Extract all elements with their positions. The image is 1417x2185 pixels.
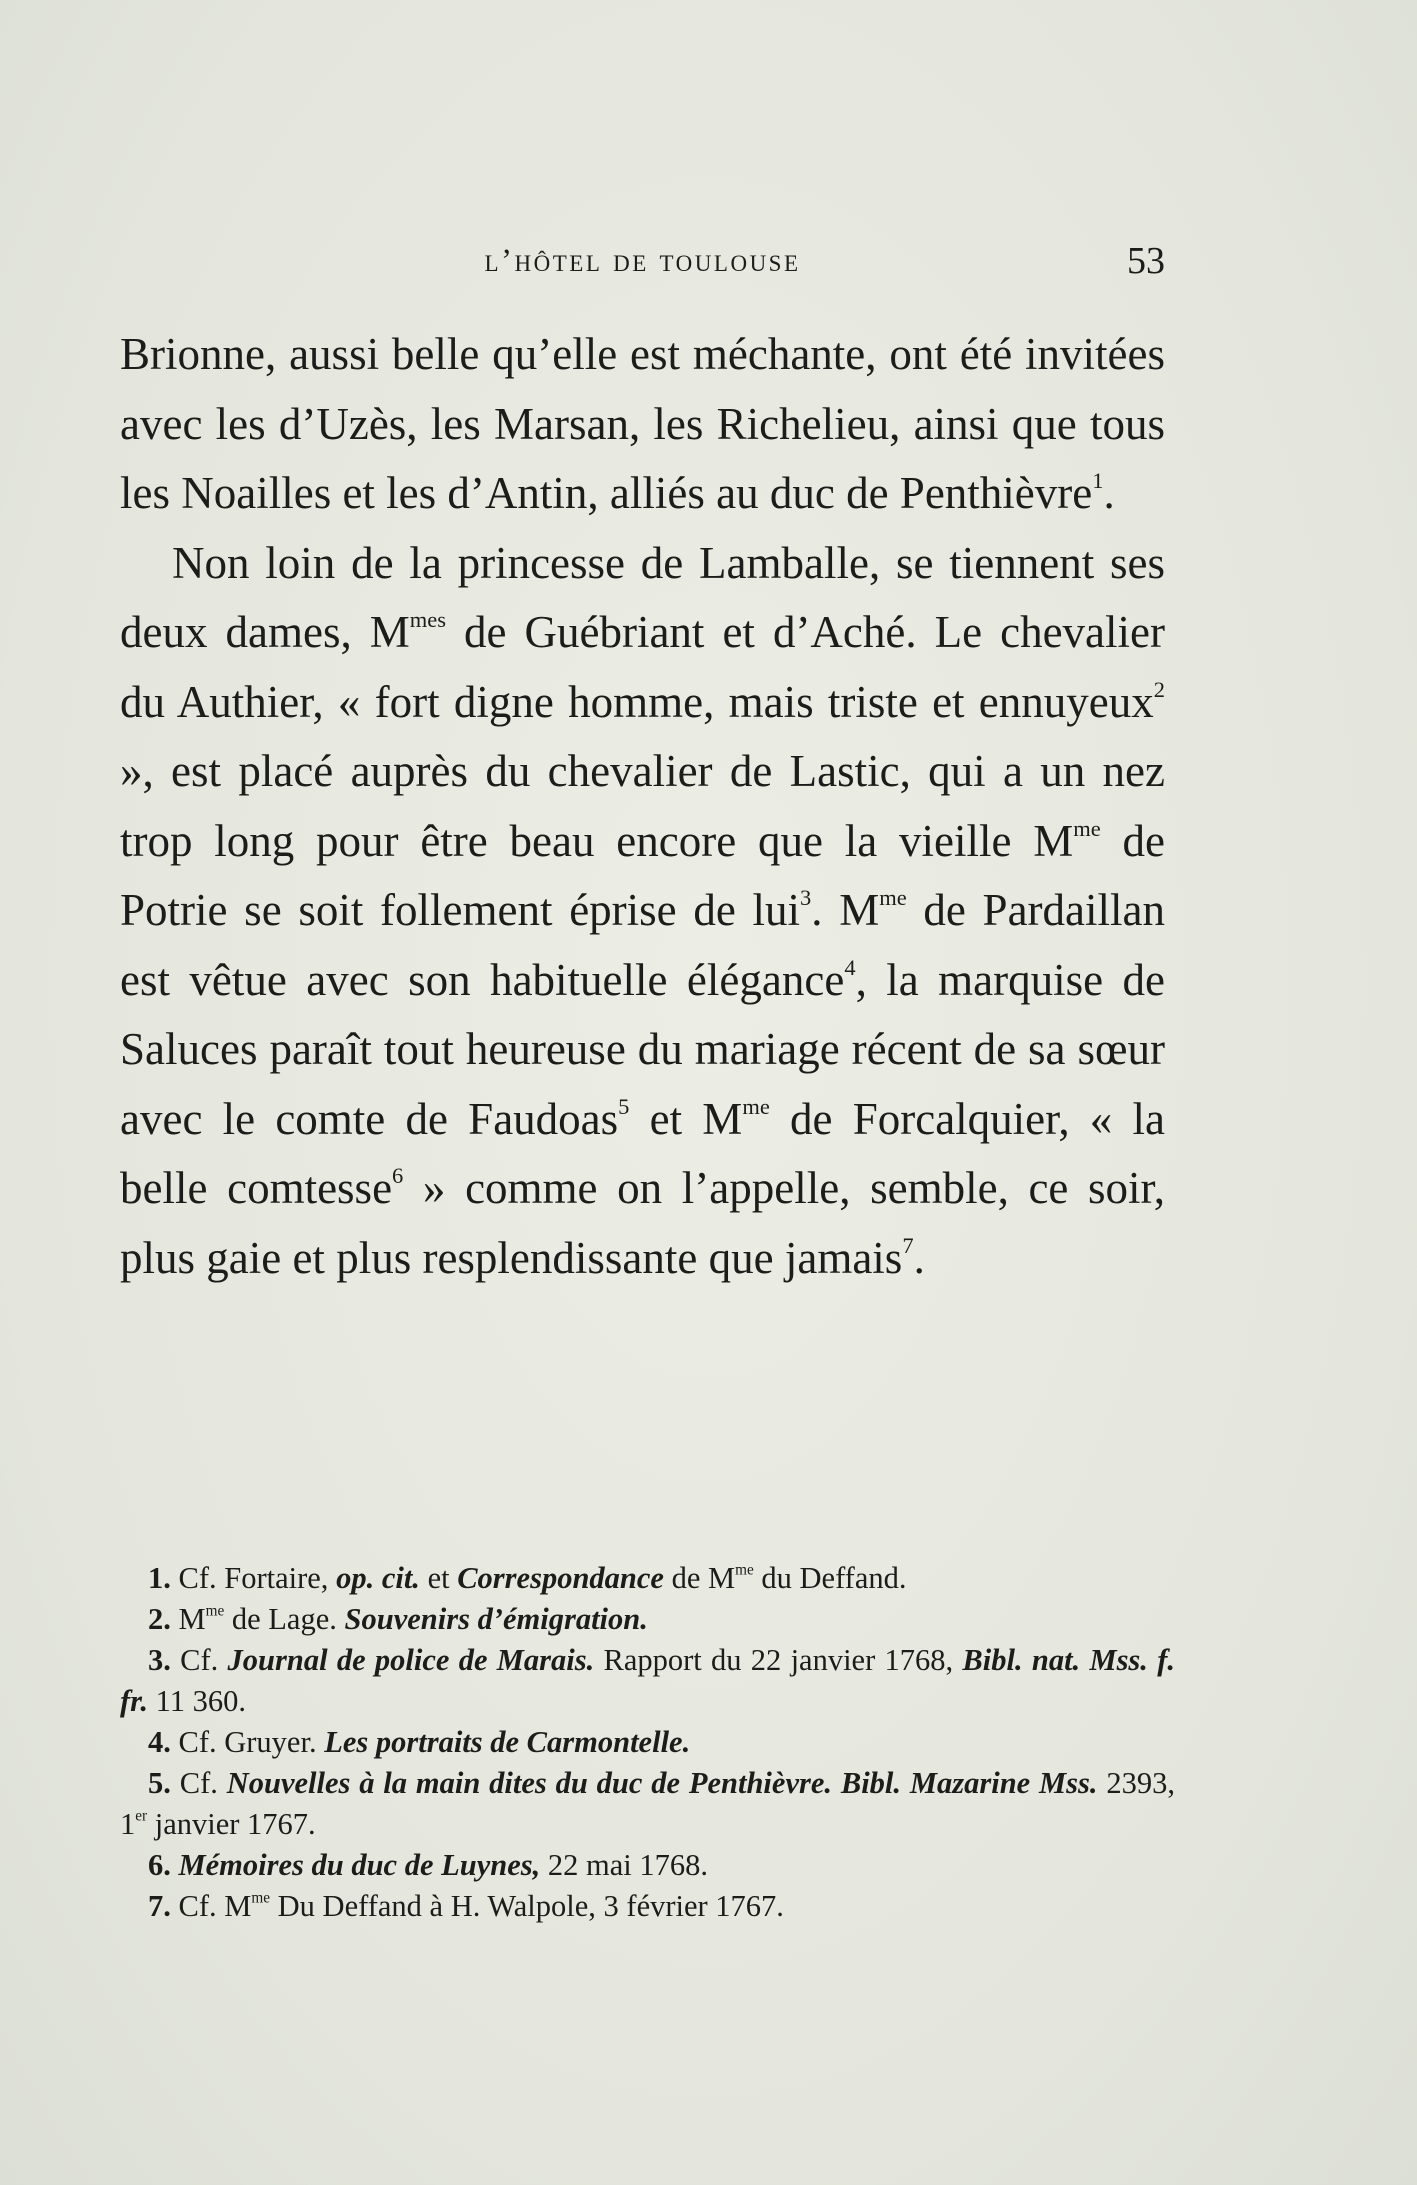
italic-run: Les portraits de Carmontelle. bbox=[324, 1725, 691, 1759]
superscript: me bbox=[251, 1889, 271, 1907]
footnote-ref-5: 5 bbox=[618, 1093, 630, 1119]
footnote-2 bbox=[120, 1599, 1175, 1640]
italic-run: op. cit. bbox=[336, 1561, 420, 1595]
paragraph-2 bbox=[120, 529, 1165, 1294]
footnote-5 bbox=[120, 1763, 1175, 1845]
footnote-4 bbox=[120, 1722, 1175, 1763]
running-head: l’hôtel de toulouse bbox=[484, 243, 801, 279]
text-run: Cf. Gruyer. bbox=[170, 1725, 325, 1759]
italic-run: Mémoires du duc de Luynes, bbox=[178, 1848, 541, 1882]
footnote-ref-1: 1 bbox=[1092, 467, 1104, 493]
text-run: Cf. bbox=[170, 1766, 227, 1800]
footnote-ref-3: 3 bbox=[800, 884, 812, 910]
footnotes bbox=[120, 1558, 1175, 1927]
italic-run: Correspondance bbox=[457, 1561, 664, 1595]
text-run: , la marquise de Saluces paraît tout heureuse du mariage récent de sa sœur avec le comte de Faudoas bbox=[120, 954, 1165, 1144]
text-run: », est placé auprès du chevalier de Lastic, qui a un nez trop long pour être beau encore que la vieille M bbox=[120, 746, 1165, 866]
text-run: de M bbox=[663, 1561, 736, 1595]
text-run: . bbox=[1103, 468, 1115, 518]
footnote-ref-6: 6 bbox=[392, 1162, 404, 1188]
footnote-number: 3. bbox=[148, 1643, 171, 1677]
text-run: de Pardaillan est vêtue avec son habituelle élégance bbox=[120, 885, 1165, 1005]
text-run: Rapport du 22 janvier 1768, bbox=[594, 1643, 963, 1677]
italic-run: Journal de police de Marais. bbox=[227, 1643, 595, 1677]
footnote-6 bbox=[120, 1845, 1175, 1886]
footnote-number: 1. bbox=[148, 1561, 171, 1595]
text-run: de Lage. bbox=[224, 1602, 345, 1636]
footnote-3 bbox=[120, 1640, 1175, 1722]
superscript: er bbox=[135, 1807, 148, 1825]
footnote-number: 2. bbox=[148, 1602, 171, 1636]
text-run: M bbox=[170, 1602, 206, 1636]
superscript: me bbox=[735, 1561, 754, 1579]
text-run: . M bbox=[811, 885, 880, 935]
footnote-number: 7. bbox=[148, 1889, 171, 1923]
footnote-7 bbox=[120, 1886, 1175, 1927]
text-run: Brionne, aussi belle qu’elle est méchante, ont été invitées avec les d’Uzès, les Marsan, les Richelieu, ainsi que tous les Noailles et les d’Antin, alliés au duc de Penthièvre bbox=[120, 329, 1165, 518]
text-run: janvier 1767. bbox=[147, 1807, 316, 1841]
superscript: mes bbox=[409, 606, 446, 632]
footnote-number: 5. bbox=[148, 1766, 171, 1800]
footnote-ref-7: 7 bbox=[902, 1232, 914, 1258]
text-run: de Potrie se soit follement éprise de lui bbox=[120, 815, 1165, 935]
footnote-ref-4: 4 bbox=[844, 954, 856, 980]
italic-run: Bibl. nat. Mss. f. fr. bbox=[120, 1643, 1175, 1718]
italic-run: Souvenirs d’émigration. bbox=[344, 1602, 648, 1636]
text-run: Cf. bbox=[170, 1643, 228, 1677]
text-run: Non loin de la princesse de Lamballe, se tiennent ses deux dames, M bbox=[120, 537, 1165, 657]
paragraph-1 bbox=[120, 320, 1165, 529]
text-run: » comme on l’appelle, semble, ce soir, plus gaie et plus resplendissante que jamais bbox=[120, 1163, 1165, 1283]
text-run: et M bbox=[629, 1093, 743, 1144]
text-run: 2393, 1 bbox=[120, 1766, 1176, 1841]
text-run: . bbox=[913, 1232, 925, 1283]
text-run: Cf. Fortaire, bbox=[170, 1561, 337, 1595]
page-header bbox=[120, 240, 1165, 293]
text-run: Du Deffand à H. Walpole, 3 février 1767. bbox=[270, 1889, 784, 1923]
italic-run: Nouvelles à la main dites du duc de Penthièvre. Bibl. Mazarine Mss. bbox=[226, 1766, 1098, 1800]
text-run: de Forcalquier, « la belle comtesse bbox=[120, 1093, 1165, 1213]
text-run: du Deffand. bbox=[753, 1561, 907, 1595]
footnote-number: 6. bbox=[148, 1848, 171, 1882]
footnote-ref-2: 2 bbox=[1153, 676, 1165, 702]
text-run bbox=[171, 1848, 179, 1882]
text-run: 11 360. bbox=[147, 1684, 246, 1718]
text-run: et bbox=[419, 1561, 458, 1595]
text-run: de Guébriant et d’Aché. Le chevalier du Authier, « fort digne homme, mais triste et ennuyeux bbox=[120, 607, 1165, 727]
text-run: Cf. M bbox=[170, 1889, 252, 1923]
superscript: me bbox=[205, 1602, 225, 1620]
footnote-1 bbox=[120, 1558, 1175, 1599]
text-run: 22 mai 1768. bbox=[540, 1848, 709, 1882]
superscript: me bbox=[879, 884, 907, 910]
footnote-number: 4. bbox=[148, 1725, 171, 1759]
body-text bbox=[120, 320, 1165, 1293]
superscript: me bbox=[1073, 815, 1101, 841]
page-number: 53 bbox=[1127, 240, 1165, 282]
superscript: me bbox=[742, 1093, 770, 1119]
